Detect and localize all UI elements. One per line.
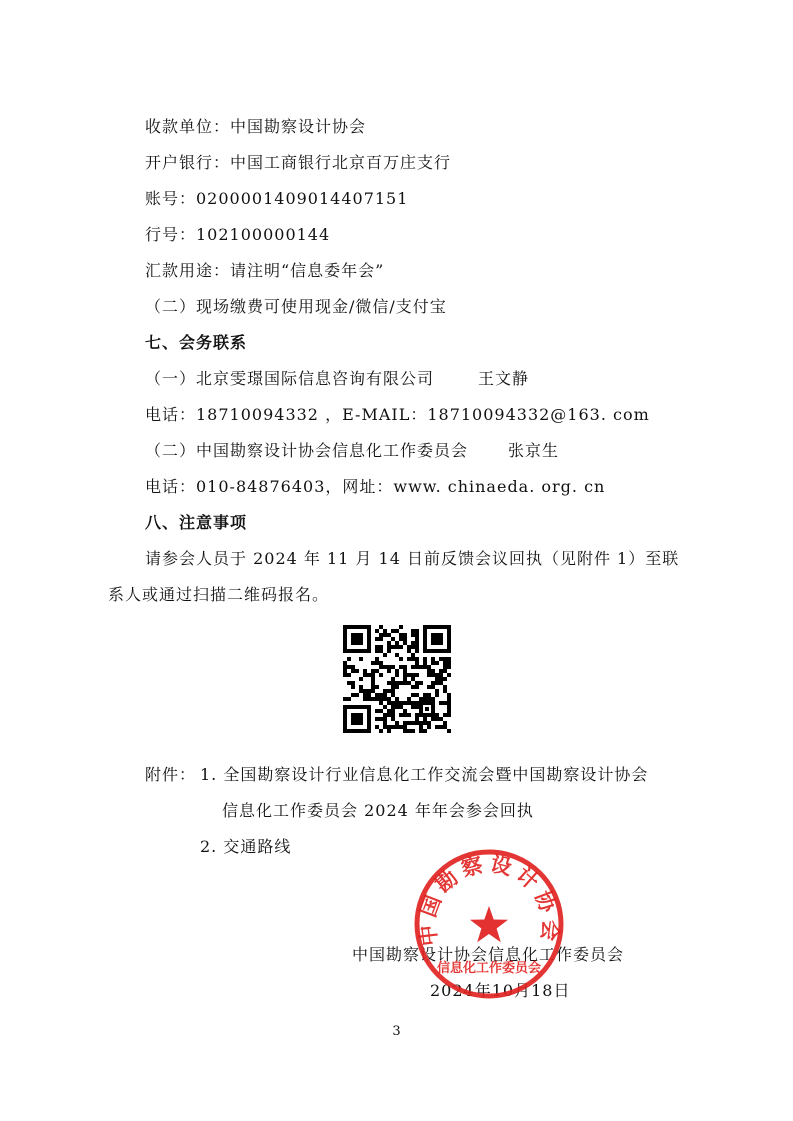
payee-line: 收款单位：中国勘察设计协会	[145, 117, 367, 136]
onsite-payment-line: （二）现场缴费可使用现金/微信/支付宝	[145, 297, 447, 316]
account-line: 账号：0200001409014407151	[145, 189, 409, 208]
contact-1-info: 电话：18710094332 ，E-MAIL：18710094332@163. com	[145, 405, 650, 424]
qr-code[interactable]	[343, 625, 451, 733]
contact-1-line	[145, 368, 529, 390]
notes-heading: 八、注意事项	[145, 513, 248, 532]
contact-2-org: （二）中国勘察设计协会信息化工作委员会	[145, 441, 469, 460]
contact-heading: 七、会务联系	[145, 333, 248, 352]
attachment-2: 2. 交通路线	[200, 837, 292, 856]
notes-line-2: 系人或通过扫描二维码报名。	[108, 585, 330, 604]
seal-inner-text: 信息化工作委员会	[436, 961, 542, 976]
page-number: 3	[392, 1024, 401, 1039]
contact-2-line	[145, 440, 559, 462]
contact-2-info: 电话：010-84876403，网址：www. chinaeda. org. cn	[145, 477, 606, 496]
contact-2-name: 张京生	[508, 441, 560, 460]
contact-1-org: （一）北京雯璟国际信息咨询有限公司	[145, 369, 435, 388]
notes-line-1: 请参会人员于 2024 年 11 月 14 日前反馈会议回执（见附件 1）至联	[145, 549, 680, 568]
signature-date: 2024年10月18日	[430, 981, 571, 1000]
signature-org: 中国勘察设计协会信息化工作委员会	[352, 945, 625, 964]
seal-outer-text: 中国勘察设计协会	[414, 851, 564, 948]
contact-1-name: 王文静	[478, 369, 530, 388]
star-icon	[470, 906, 508, 942]
attachment-1-line-1: 1. 全国勘察设计行业信息化工作交流会暨中国勘察设计协会	[200, 765, 649, 784]
attachment-1-line-2: 信息化工作委员会 2024 年年会参会回执	[222, 801, 534, 820]
bank-code-line: 行号：102100000144	[145, 225, 331, 244]
official-seal	[413, 848, 565, 1000]
purpose-line: 汇款用途：请注明“信息委年会”	[145, 261, 385, 280]
bank-line: 开户银行：中国工商银行北京百万庄支行	[145, 153, 452, 172]
attachments-label: 附件：	[145, 765, 197, 784]
